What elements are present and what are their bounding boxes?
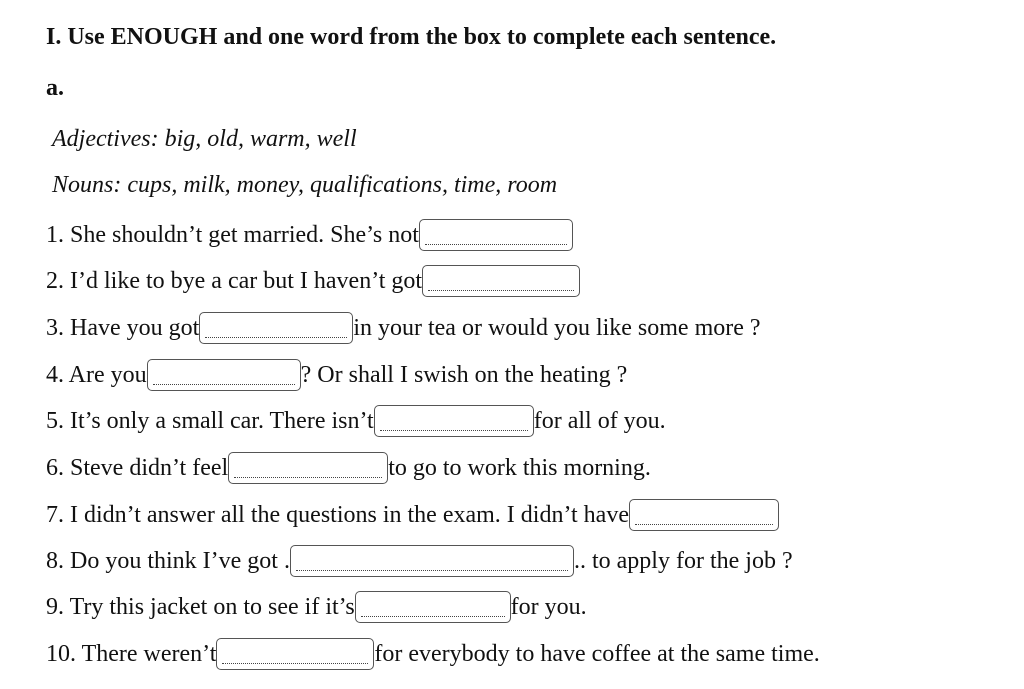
answer-input-7[interactable] [630,500,778,530]
answer-blank-1[interactable] [419,219,573,251]
answer-blank-9[interactable] [355,591,511,623]
answer-blank-3[interactable] [199,312,353,344]
sentence-text-before: 5. It’s only a small car. There isn’t [46,407,374,434]
sentence-text-after: for everybody to have coffee at the same time. [374,640,820,667]
sentence-text-before: 4. Are you [46,361,147,388]
answer-input-6[interactable] [229,453,387,483]
sentence-7 [46,498,779,532]
sentence-6 [46,451,651,485]
answer-input-8[interactable] [291,546,573,576]
sentence-text-after: for you. [510,593,587,620]
sentence-9 [46,590,587,624]
answer-input-9[interactable] [356,592,510,622]
sentence-text-before: 9. Try this jacket on to see if it’s [46,593,355,620]
sentence-text-before: 3. Have you got [46,314,200,341]
sentence-3 [46,311,761,345]
sentence-text-before: 6. Steve didn’t feel [46,454,229,481]
sentence-text-before: 10. There weren’t [46,640,217,667]
sentence-text-before: 8. Do you think I’ve got . [46,547,290,574]
answer-input-10[interactable] [217,639,373,669]
sentence-text-after: .. to apply for the job ? [573,547,793,574]
answer-blank-6[interactable] [228,452,388,484]
answer-input-4[interactable] [148,360,300,390]
sentence-8 [46,544,793,578]
sentence-5 [46,404,666,438]
answer-input-5[interactable] [375,406,533,436]
sentence-text-before: 7. I didn’t answer all the questions in the exam. I didn’t have [46,501,629,528]
answer-blank-4[interactable] [147,359,301,391]
sentence-text-before: 1. She shouldn’t get married. She’s not [46,221,419,248]
sentence-4 [46,358,627,392]
adjectives-list: Adjectives: big, old, warm, well [52,126,357,152]
sentence-text-after: for all of you. [533,407,666,434]
answer-blank-2[interactable] [422,265,580,297]
nouns-list: Nouns: cups, milk, money, qualifications, time, room [52,172,558,198]
answer-blank-10[interactable] [216,638,374,670]
sentence-text-before: 2. I’d like to bye a car but I haven’t got [46,267,423,294]
sentence-10 [46,637,820,671]
answer-input-2[interactable] [423,266,579,296]
answer-input-1[interactable] [420,220,572,250]
answer-blank-7[interactable] [629,499,779,531]
sentence-text-after: in your tea or would you like some more ? [353,314,761,341]
sentence-text-after: ? Or shall I swish on the heating ? [300,361,628,388]
part-label: a. [46,75,64,101]
answer-blank-5[interactable] [374,405,534,437]
sentence-2 [46,264,580,298]
sentence-1 [46,218,573,252]
answer-input-3[interactable] [200,313,352,343]
exercise-heading: I. Use ENOUGH and one word from the box to complete each sentence. [46,24,777,50]
answer-blank-8[interactable] [290,545,574,577]
sentence-text-after: to go to work this morning. [388,454,651,481]
